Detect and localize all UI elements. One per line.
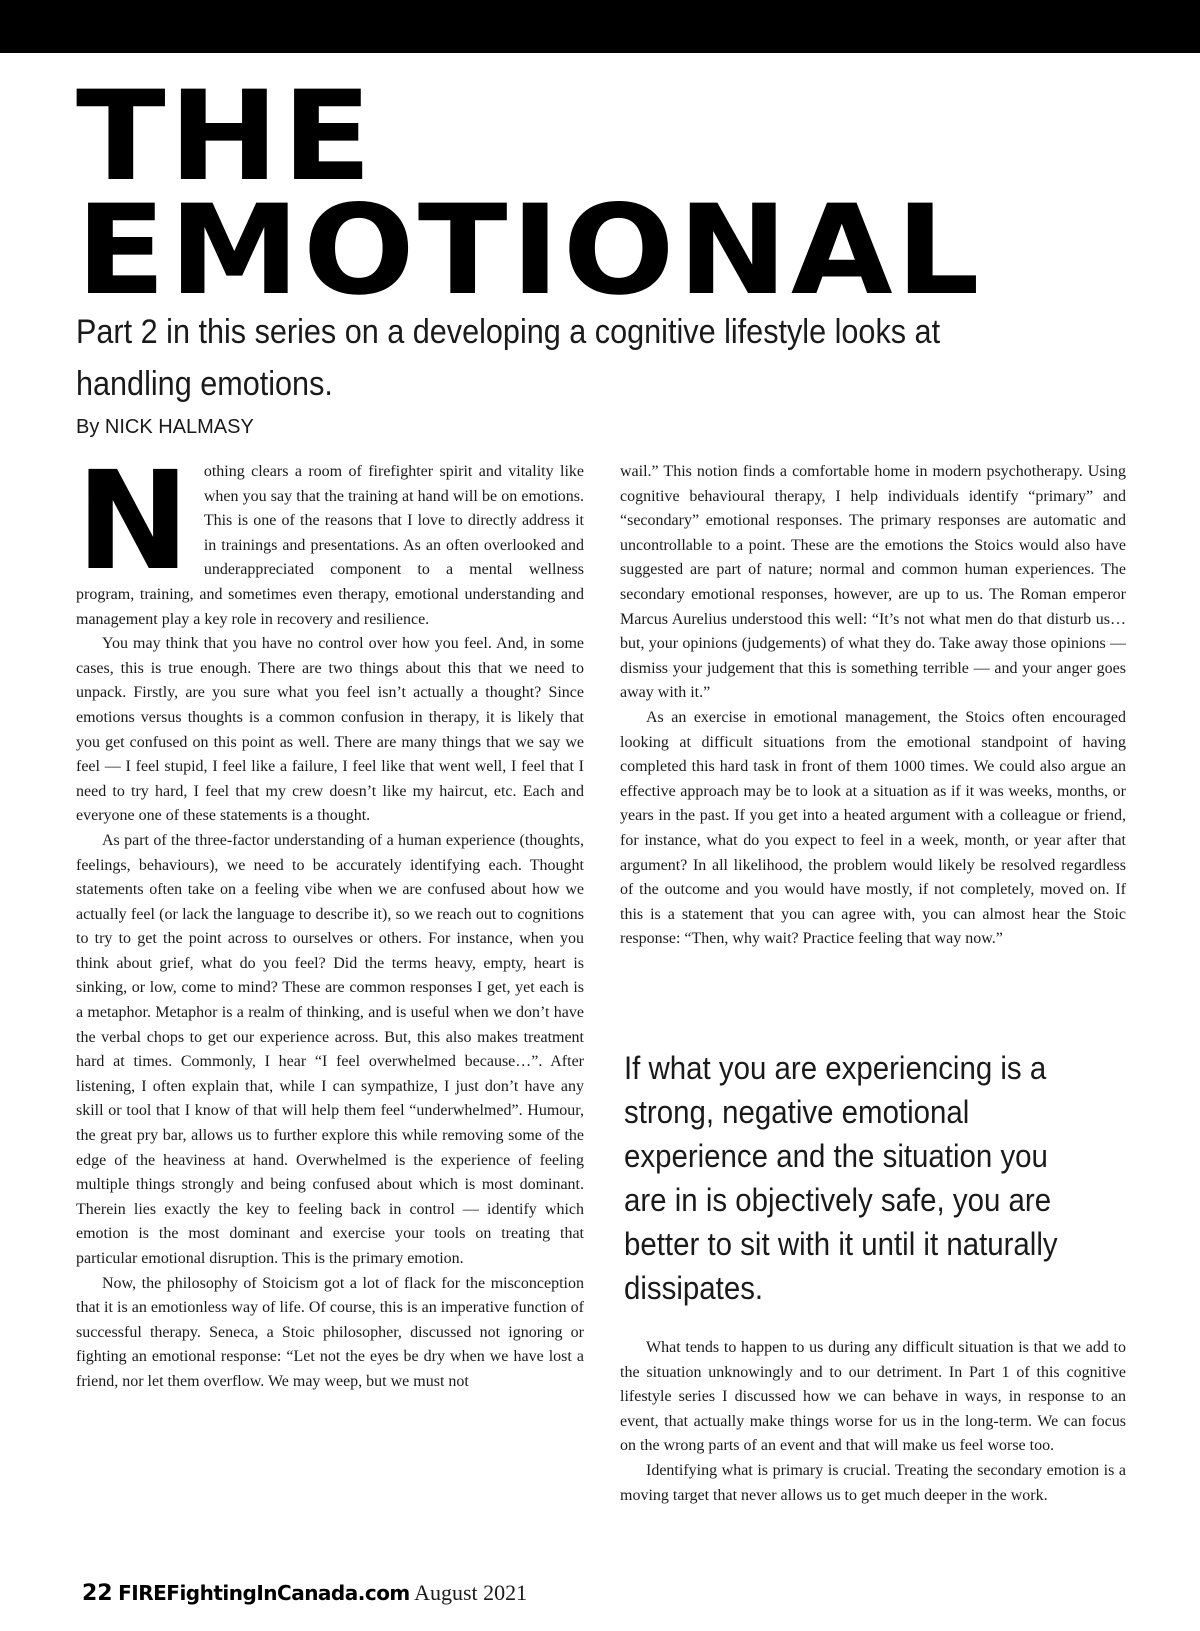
paragraph: What tends to happen to us during any difficult situation is that we add to the situation unknowingly and to our detriment. In Part 1 of this cognitive lifestyle series I discussed how we can behave in ways, in response to an event, that actually make things worse for us in the long-term. We can focus on the wrong parts of an event and that will make us feel worse too. [620, 1339, 1126, 1455]
site-name: FIREFightingInCanada.com [118, 1581, 410, 1605]
paragraph: As an exercise in emotional management, the Stoics often encouraged looking at difficult situations from the emotional standpoint of having completed this hard task in front of them 1000 times. We could also argue an effective approach may be to look at a situation as if it was weeks, months, or years in the past. If you get into a heated argument with a colleague or friend, for instance, what do you expect to feel in a week, month, or year after that argument? In all likelihood, the problem would likely be resolved regardless of the outcome and you would have mostly, if not completely, moved on. If this is a statement that you can agree with, you can almost hear the Stoic response: “Then, why wait? Practice feeling that way now.” [620, 708, 1126, 948]
top-black-bar [0, 0, 1200, 53]
paragraph: You may think that you have no control over how you feel. And, in some cases, this is true enough. There are two things about this that we need to unpack. Firstly, are you sure what you feel isn’t actually a thought? Since emotions versus thoughts is a common confusion in therapy, it is likely that you get confused on this point as well. There are many things that we say we feel — I feel stupid, I feel like a failure, I feel like that went well, I feel that I need to try hard, I feel that my crew doesn’t like my haircut, etc. Each and everyone one of these statements is a thought. [76, 635, 584, 825]
left-column [76, 443, 584, 1395]
title-line-1: THE [76, 65, 376, 209]
page-footer [82, 1580, 527, 1606]
paragraph: As part of the three-factor understanding of a human experience (thoughts, feelings, behaviours), we need to be accurately identifying each. Thought statements often take on a feeling vibe when we are confused about how we actually feel (or lack the language to describe it), so we reach out to cognitions to try to get the point across to ourselves or others. For instance, when you think about grief, what do you feel? Did the terms heavy, empty, heart is sinking, or low, come to mind? These are common responses I get, yet each is a metaphor. Metaphor is a realm of thinking, and is useful when we don’t have the verbal chops to get our experience across. But, this also makes treatment hard at times. Commonly, I hear “I feel overwhelmed because…”. After listening, I often explain that, while I can sympathize, I just don’t have any skill or tool that I know of that will help them feel “underwhelmed”. Humour, the great pry bar, allows us to further explore this while removing some of the edge of the heaviness at hand. Overwhelmed is the experience of feeling multiple things strongly and being confused about which is most dominant. Therein lies exactly the key to feeling back in control — identify which emotion is the most dominant and exercise your tools on treating that particular emotional disruption. This is the primary emotion. [76, 831, 584, 1267]
byline: By NICK HALMASY [76, 416, 254, 438]
paragraph: wail.” This notion finds a comfortable home in modern psychotherapy. Using cognitive behavioural therapy, I help individuals identify “primary” and “secondary” emotional responses. The primary responses are automatic and uncontrollable to a point. These are the emotions the Stoics would also have suggested are part of nature; normal and common human experiences. The secondary emotional responses, however, are up to us. The Roman emperor Marcus Aurelius understood this well: “It’s not what men do that disturb us… but, your opinions (judgements) of what they do. Take away those opinions — dismiss your judgement that this is something terrible — and your anger goes away with it.” [620, 463, 1126, 702]
paragraph [76, 443, 584, 632]
right-column-top [620, 460, 1126, 952]
paragraph: Identifying what is primary is crucial. Treating the secondary emotion is a moving target that never allows us to get much deeper in the work. [620, 1461, 1126, 1504]
paragraph: Now, the philosophy of Stoicism got a lot of flack for the misconception that it is an emotionless way of life. Of course, this is an imperative function of successful therapy. Seneca, a Stoic philosopher, discussed not ignoring or fighting an emotional response: “Let not the eyes be dry when we have lost a friend, nor let them overflow. We may weep, but we must not [76, 1274, 584, 1390]
page-number: 22 [82, 1581, 113, 1606]
right-column-bottom [620, 1336, 1126, 1508]
drop-cap: N [76, 443, 190, 601]
paragraph-text: othing clears a room of firefighter spirit and vitality like when you say that the training at hand will be on emotions. This is one of the reasons that I love to directly address it in trainings and presentations. As an often overlooked and underappreciated component to a mental wellness program, training, and sometimes even therapy, emotional understanding and management play a key role in recovery and resilience. [76, 463, 584, 628]
article-title [76, 65, 983, 323]
article-subtitle: Part 2 in this series on a developing a cognitive lifestyle looks at handling emotions. [76, 313, 941, 403]
title-line-2: EMOTIONAL [76, 179, 983, 323]
issue-date: August 2021 [414, 1580, 528, 1605]
pull-quote: If what you are experiencing is a strong, negative emotional experience and the situation you are in is objectively safe, you are better to sit with it until it naturally dissipates. [624, 1050, 1058, 1306]
